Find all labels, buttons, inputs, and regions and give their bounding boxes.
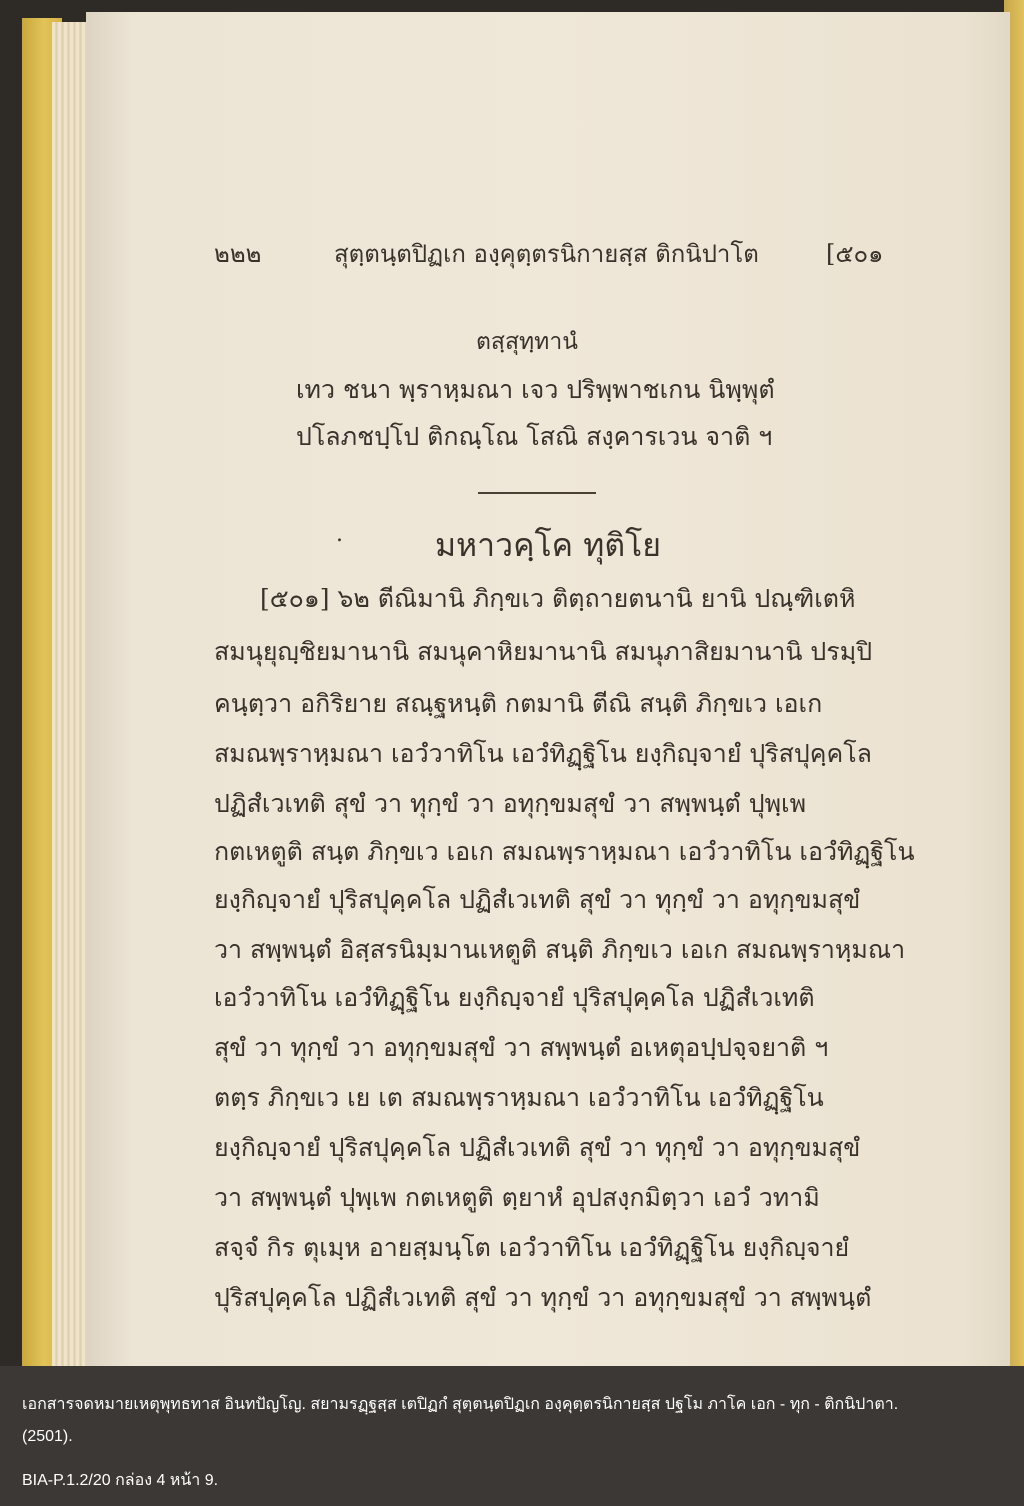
uddana-verse-line: ปโลภชปฺโป ติกณฺโณ โสณิ สงฺคารเวน จาติ ฯ [296,422,773,451]
page-header [86,234,1010,274]
uddana-verse-line: เทว ชนา พฺราหฺมณา เจว ปริพฺพาชเกน นิพฺพุตํ [296,375,775,404]
chapter-dot: . [336,522,343,547]
body-text-line: ปุริสปุคฺคโล ปฏิสํเวเทติ สุขํ วา ทุกฺขํ วา อทุกฺขมสุขํ วา สพฺพนฺตํ [214,1283,872,1312]
body-text-line: วา สพฺพนฺตํ อิสฺสรนิมฺมานเหตูติ สนฺติ ภิกฺขเว เอเก สมณพฺราหฺมณา [214,935,906,964]
caption-citation: เอกสารจดหมายเหตุพุทธทาส อินทปัญโญ. สยามรฏฺฐสฺส เตปิฏกํ สุตฺตนฺตปิฏเก องฺคุตฺตรนิกายสฺส ปฐโม ภาโค เอก - ทุก - ติกนิปาตา. [22,1396,899,1413]
book-page [86,12,1010,1366]
section-reference: [๕๐๑ [826,240,884,268]
page-number: ๒๒๒ [214,240,262,268]
body-text-line: ปฏิสํเวเทติ สุขํ วา ทุกฺขํ วา อทุกฺขมสุขํ วา สพฺพนฺตํ ปุพฺเพ [214,789,807,818]
caption-archive-id: BIA-P.1.2/20 กล่อง 4 หน้า 9. [22,1472,219,1489]
body-text-line: ตตฺร ภิกฺขเว เย เต สมณพฺราหฺมณา เอวํวาทิโน เอวํทิฏฺฐิโน [214,1083,824,1112]
body-text-line: ยงฺกิญฺจายํ ปุริสปุคฺคโล ปฏิสํเวเทติ สุขํ วา ทุกฺขํ วา อทุกฺขมสุขํ [214,1133,861,1162]
caption-year: (2501). [22,1428,73,1445]
body-text-line: สมณพฺราหฺมณา เอวํวาทิโน เอวํทิฏฺฐิโน ยงฺกิญฺจายํ ปุริสปุคฺคโล [214,739,872,768]
archive-caption [0,1366,1024,1506]
body-text-line: กตเหตูติ สนฺต ภิกฺขเว เอเก สมณพฺราหฺมณา เอวํวาทิโน เอวํทิฏฺฐิโน [214,837,915,866]
body-text-line: ยงฺกิญฺจายํ ปุริสปุคฺคโล ปฏิสํเวเทติ สุขํ วา ทุกฺขํ วา อทุกฺขมสุขํ [214,885,861,914]
body-text-line: สุขํ วา ทุกฺขํ วา อทุกฺขมสุขํ วา สพฺพนฺตํ อเหตุอปฺปจฺจยาติ ฯ [214,1033,829,1062]
uddana-title: ตสฺสุทฺทานํ [476,329,578,355]
body-text-line: สจฺจํ กิร ตุเมฺห อายสฺมนฺโต เอวํวาทิโน เอวํทิฏฺฐิโน ยงฺกิญฺจายํ [214,1233,850,1262]
body-text-line: วา สพฺพนฺตํ ปุพฺเพ กตเหตูติ ตฺยาหํ อุปสงฺกมิตฺวา เอวํ วทามิ [214,1183,820,1212]
section-divider [478,492,596,494]
body-text-line: คนฺตฺวา อกิริยาย สณฺฐหนฺติ กตมานิ ตีณิ สนฺติ ภิกฺขเว เอเก [214,689,823,718]
running-title: สุตฺตนฺตปิฏเก องฺคุตฺตรนิกายสฺส ติกนิปาโต [334,240,759,268]
chapter-title: มหาวคฺโค ทุติโย [434,526,662,564]
body-text-line: [๕๐๑] ๖๒ ตีณิมานิ ภิกฺขเว ติตฺถายตนานิ ยานิ ปณฺฑิเตหิ [260,584,856,613]
body-text-line: สมนุยุญฺชิยมานานิ สมนุคาหิยมานานิ สมนุภาสิยมานานิ ปรมฺปิ [214,637,873,666]
body-text-line: เอวํวาทิโน เอวํทิฏฺฐิโน ยงฺกิญฺจายํ ปุริสปุคฺคโล ปฏิสํเวเทติ [214,983,815,1012]
